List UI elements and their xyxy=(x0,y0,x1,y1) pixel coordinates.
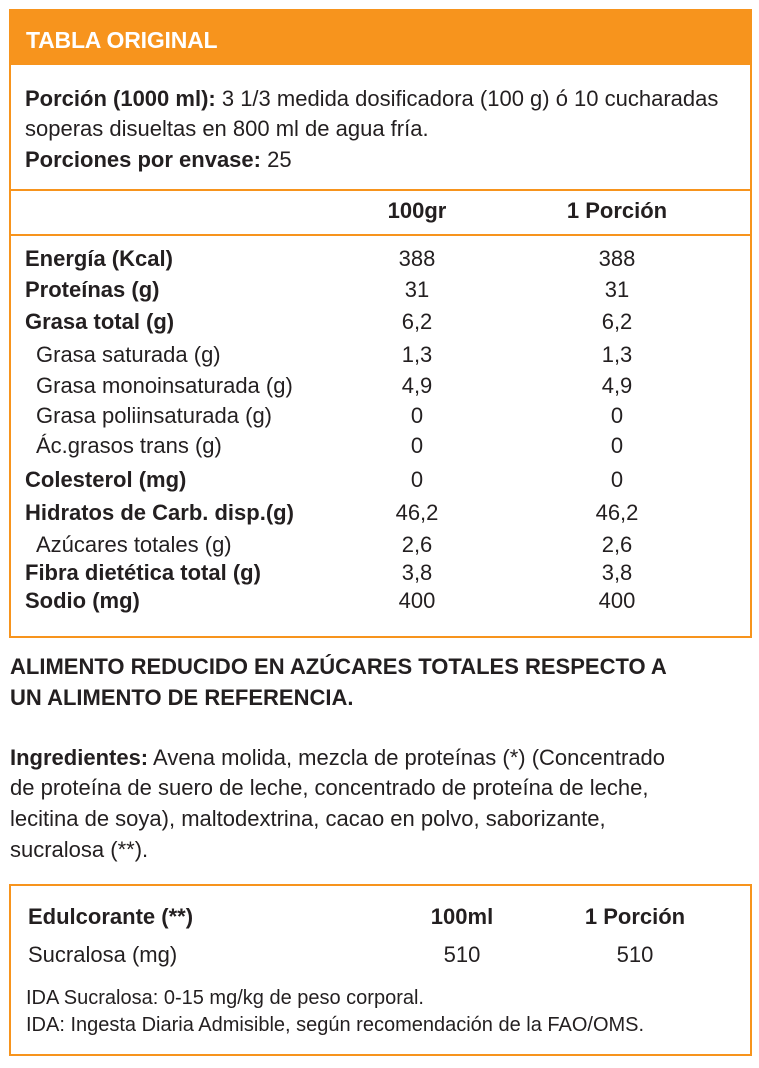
table-row xyxy=(25,401,725,431)
row-value-portion: 46,2 xyxy=(595,500,639,525)
table-row xyxy=(25,465,725,495)
row-value-portion: 1,3 xyxy=(601,342,633,367)
ingredients-label: Ingredientes: xyxy=(10,745,149,770)
row-value-100gr: 46,2 xyxy=(395,500,439,525)
ingredients-line-2: de proteína de suero de leche, concentrado de proteína de leche, xyxy=(10,775,649,800)
row-label: Grasa total (g) xyxy=(25,309,175,334)
row-label: Grasa saturada (g) xyxy=(36,342,221,367)
row-value-portion: 400 xyxy=(598,588,636,613)
row-value-100gr: 388 xyxy=(398,246,436,271)
portion-label: Porción (1000 ml): xyxy=(25,86,216,111)
sweetener-header: Edulcorante (**) xyxy=(28,904,194,929)
column-header-portion: 1 Porción xyxy=(566,198,668,223)
table-row xyxy=(25,371,725,401)
row-value-100gr: 1,3 xyxy=(401,342,433,367)
table-title: TABLA ORIGINAL xyxy=(26,27,218,53)
table-row xyxy=(25,498,725,528)
row-label: Grasa monoinsaturada (g) xyxy=(36,373,293,398)
sucralose-label: Sucralosa (mg) xyxy=(28,942,178,967)
row-value-100gr: 0 xyxy=(410,433,424,458)
portion-line-1 xyxy=(25,84,718,114)
table-row xyxy=(25,431,725,461)
ida-note-1: IDA Sucralosa: 0-15 mg/kg de peso corporal. xyxy=(26,987,424,1009)
claim-line-1: ALIMENTO REDUCIDO EN AZÚCARES TOTALES RESPECTO A xyxy=(10,654,667,679)
row-value-100gr: 400 xyxy=(398,588,436,613)
row-value-portion: 0 xyxy=(610,433,624,458)
claim-line-2: UN ALIMENTO DE REFERENCIA. xyxy=(10,685,354,710)
row-value-portion: 388 xyxy=(598,246,636,271)
ingredients-line-4: sucralosa (**). xyxy=(10,837,149,862)
divider-columns xyxy=(9,234,752,236)
row-label: Proteínas (g) xyxy=(25,277,160,302)
row-value-portion: 4,9 xyxy=(601,373,633,398)
row-label: Azúcares totales (g) xyxy=(36,532,232,557)
row-value-100gr: 0 xyxy=(410,403,424,428)
sweetener-column-100ml: 100ml xyxy=(430,904,494,929)
ingredients-line-1 xyxy=(10,742,750,773)
row-value-100gr: 31 xyxy=(404,277,430,302)
row-value-100gr: 4,9 xyxy=(401,373,433,398)
row-value-100gr: 2,6 xyxy=(401,532,433,557)
servings-line xyxy=(25,145,292,175)
table-row xyxy=(25,244,725,274)
row-value-portion: 2,6 xyxy=(601,532,633,557)
row-label: Fibra dietética total (g) xyxy=(25,560,261,585)
table-row xyxy=(25,586,725,616)
table-row xyxy=(25,530,725,560)
table-row xyxy=(25,340,725,370)
row-label: Grasa poliinsaturada (g) xyxy=(36,403,273,428)
portion-line-2: soperas disueltas en 800 ml de agua fría. xyxy=(25,116,429,141)
column-header-100gr: 100gr xyxy=(387,198,447,223)
row-value-portion: 3,8 xyxy=(601,560,633,585)
row-value-100gr: 0 xyxy=(410,467,424,492)
portion-description: 3 1/3 medida dosificadora (100 g) ó 10 cucharadas xyxy=(221,86,719,111)
table-row xyxy=(25,307,725,337)
ingredients-line-3: lecitina de soya), maltodextrina, cacao en polvo, saborizante, xyxy=(10,806,606,831)
divider-top xyxy=(9,189,752,191)
row-label: Energía (Kcal) xyxy=(25,246,173,271)
row-value-portion: 0 xyxy=(610,403,624,428)
table-row xyxy=(25,558,725,588)
row-value-portion: 0 xyxy=(610,467,624,492)
row-value-portion: 6,2 xyxy=(601,309,633,334)
row-value-portion: 31 xyxy=(604,277,630,302)
sucralose-value-100ml: 510 xyxy=(443,942,481,967)
row-label: Hidratos de Carb. disp.(g) xyxy=(25,500,294,525)
table-column-headers xyxy=(25,196,725,226)
ingredients-text: Avena molida, mezcla de proteínas (*) (Concentrado xyxy=(153,745,666,770)
row-value-100gr: 6,2 xyxy=(401,309,433,334)
table-row xyxy=(25,275,725,305)
sucralose-value-portion: 510 xyxy=(616,942,654,967)
row-label: Colesterol (mg) xyxy=(25,467,187,492)
row-value-100gr: 3,8 xyxy=(401,560,433,585)
row-label: Sodio (mg) xyxy=(25,588,140,613)
ida-note-2: IDA: Ingesta Diaria Admisible, según recomendación de la FAO/OMS. xyxy=(26,1014,645,1036)
row-label: Ác.grasos trans (g) xyxy=(36,433,222,458)
sweetener-column-portion: 1 Porción xyxy=(584,904,686,929)
servings-label: Porciones por envase: xyxy=(25,147,261,172)
servings-value: 25 xyxy=(267,147,292,172)
